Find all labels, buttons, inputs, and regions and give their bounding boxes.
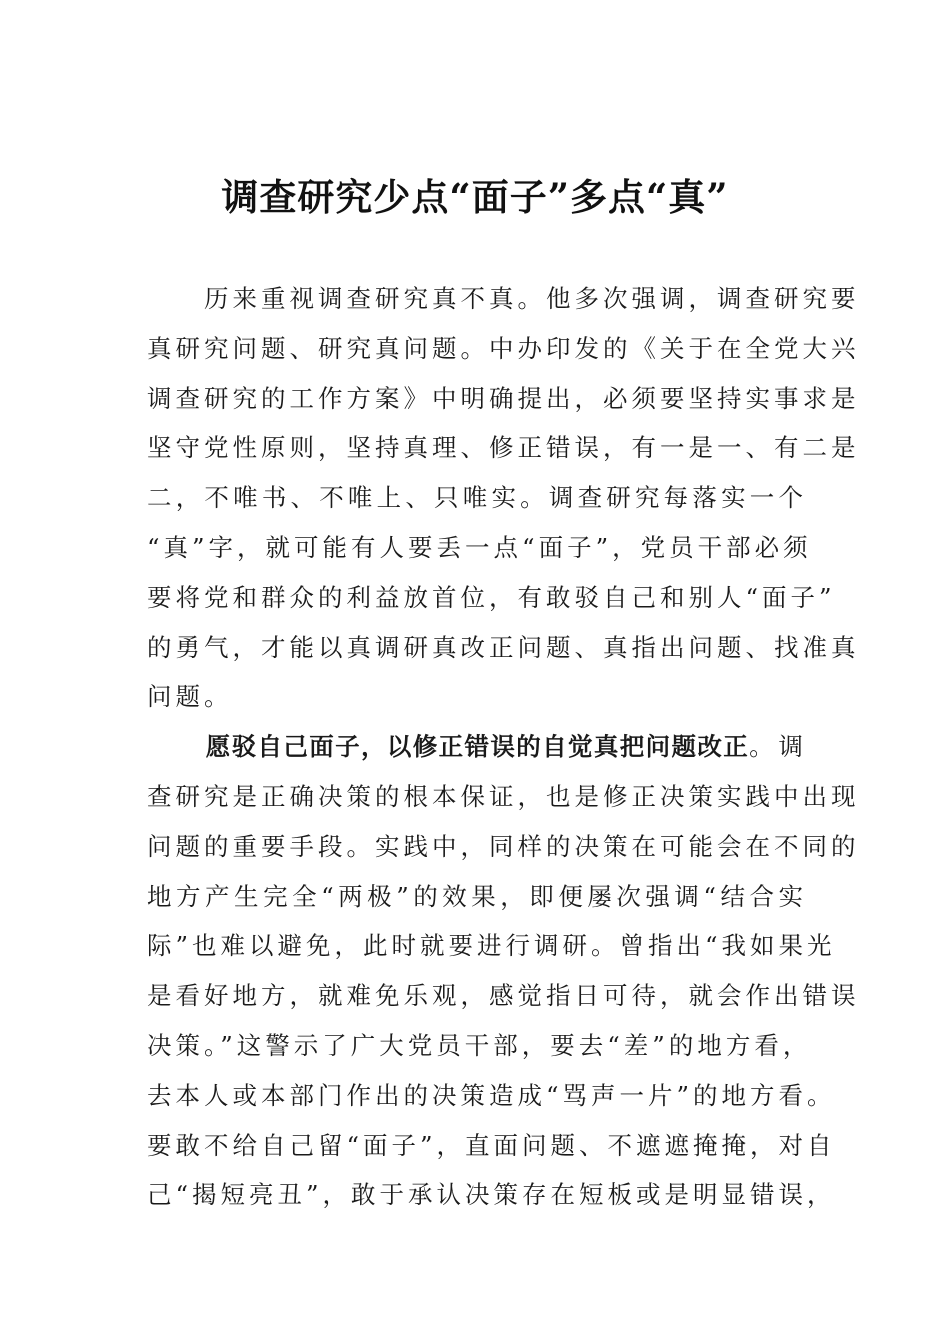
text-line: 问题。 [147, 682, 233, 712]
text-line: 问题的重要手段。实践中，同样的决策在可能会在不同的 [147, 831, 860, 861]
text-line: 二，不唯书、不唯上、只唯实。调查研究每落实一个 [147, 483, 807, 513]
text-line: 真研究问题、研究真问题。中办印发的《关于在全党大兴 [147, 333, 860, 363]
text-line: 是看好地方，就难免乐观，感觉指日可待，就会作出错误 [147, 981, 860, 1011]
paragraph-lead-heading: 愿驳自己面子，以修正错误的自觉真把问题改正 [205, 732, 750, 762]
lead-line-rest: 。调 [749, 732, 807, 762]
text-line: 坚守党性原则，坚持真理、修正错误，有一是一、有二是 [147, 433, 860, 463]
text-line: 查研究是正确决策的根本保证，也是修正决策实践中出现 [147, 781, 860, 811]
text-line: 地方产生完全“两极”的效果，即便屡次强调“结合实 [147, 881, 807, 911]
text-line: “真”字，就可能有人要丢一点“面子”，党员干部必须 [147, 532, 812, 562]
paragraph-1 [147, 274, 860, 722]
text-line: 际”也难以避免，此时就要进行调研。曾指出“我如果光 [147, 931, 836, 961]
text-line: 己“揭短亮丑”，敢于承认决策存在短板或是明显错误， [147, 1180, 836, 1210]
text-line: 去本人或本部门作出的决策造成“骂声一片”的地方看。 [147, 1080, 836, 1110]
text-line: 历来重视调查研究真不真。他多次强调，调查研究要 [147, 284, 860, 313]
text-line: 决策。”这警示了广大党员干部，要去“差”的地方看， [147, 1030, 812, 1060]
paragraph-2-first-line [147, 722, 807, 772]
text-line: 要敢不给自己留“面子”，直面问题、不遮遮掩掩，对自 [147, 1130, 836, 1160]
document-title: 调查研究少点“面子”多点“真” [221, 175, 729, 219]
text-line: 的勇气，才能以真调研真改正问题、真指出问题、找准真 [147, 632, 860, 662]
text-line: 调查研究的工作方案》中明确提出，必须要坚持实事求是 [147, 383, 860, 413]
paragraph-2 [147, 722, 860, 1220]
indent [147, 732, 206, 761]
text-line: 要将党和群众的利益放首位，有敢驳自己和别人“面子” [147, 582, 836, 612]
document-body [147, 274, 860, 1220]
